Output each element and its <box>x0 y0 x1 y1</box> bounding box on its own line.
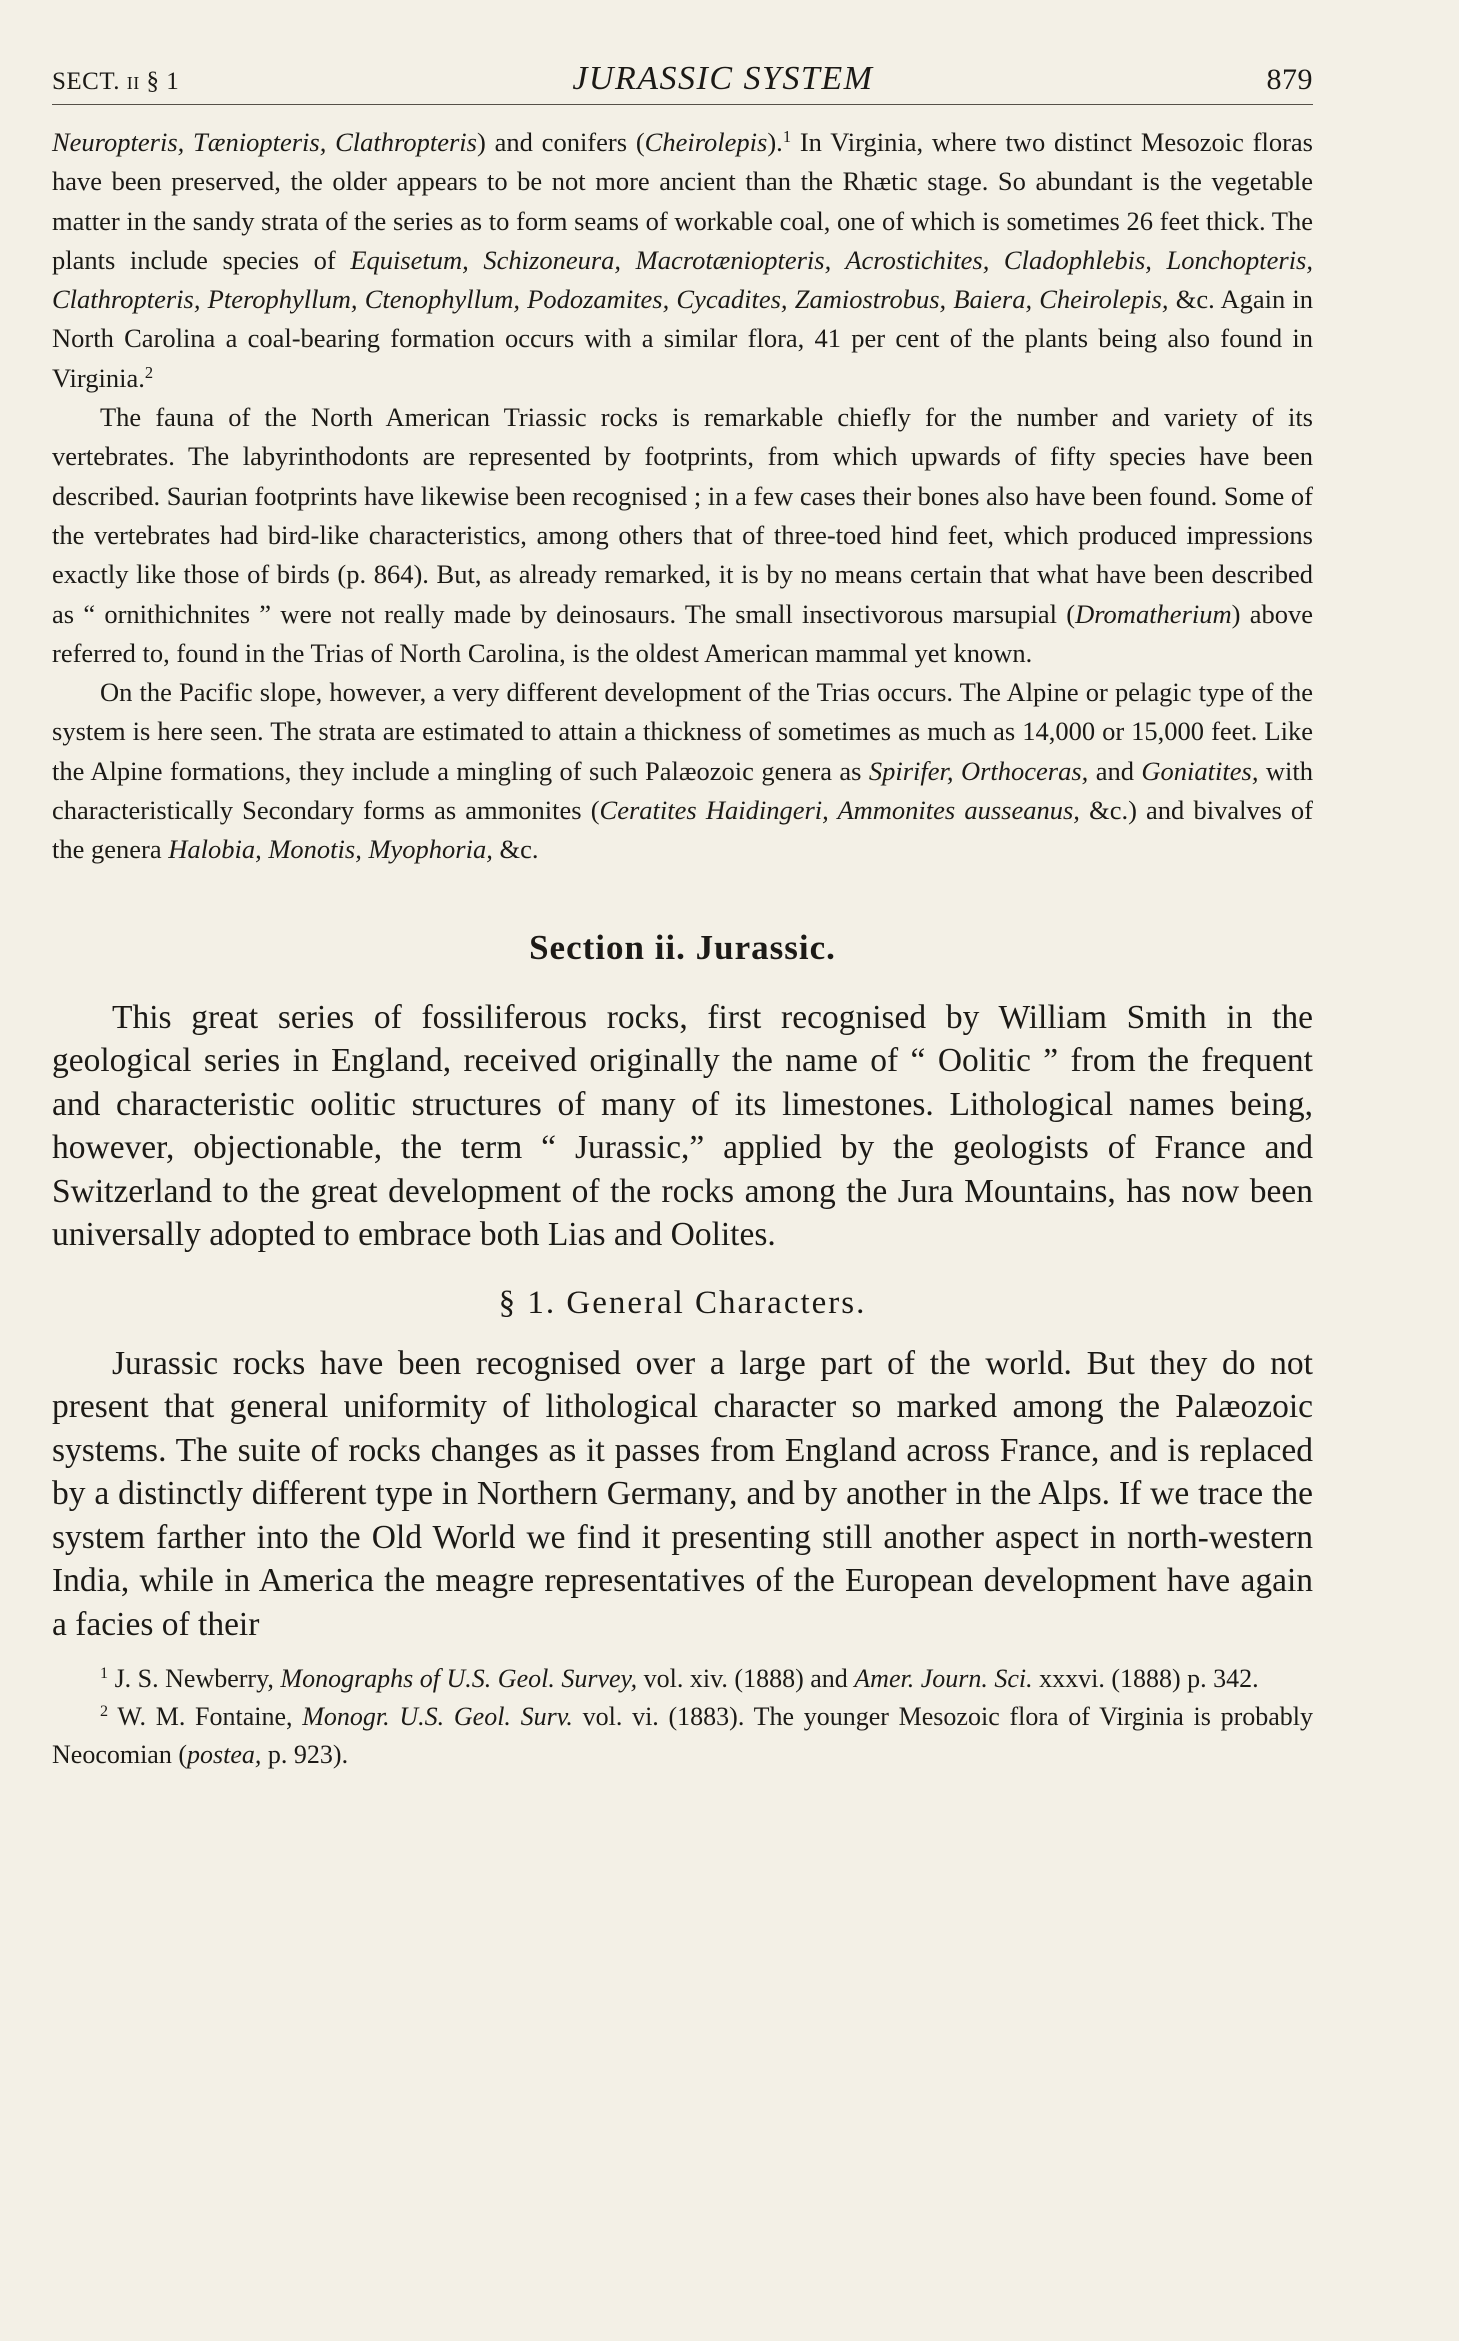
genus-names: Equisetum, Schizoneura, Macrotæniopteris, Acrostichites, Cladophlebis, Lonchopteris, Clathropteris, Pterophyllum, Ctenophyllum, Podozamites, Cycadites, Zamiostrobus, Baiera, Cheirolepis, <box>52 244 1313 315</box>
footnote-2: $^2$ W. M. Fontaine, Monogr. U.S. Geol. Surv. vol. vi. (1883). The younger Mesozoic flora of Virginia is probably Neocomian (postea, p. 923). <box>52 1702 1314 1770</box>
running-title: JURASSIC SYSTEM <box>572 60 874 97</box>
footnotes <box>52 1660 1313 1774</box>
genus-names: Goniatites, <box>1141 755 1259 786</box>
paragraph-intro: This great series of fossiliferous rocks, first recognised by William Smith in the geological series in England, received originally the name of “ Oolitic ” from the frequent and characteristic oolitic structures of many of its limestones. Lithological names being, however, objectionable, the term “ Jurassic,” applied by the geologists of France and Switzerland to the great development of the rocks among the Jura Mountains, has now been universally adopted to embrace both Lias and Oolites. <box>52 998 1313 1254</box>
footnote-1: $^1$ J. S. Newberry, Monographs of U.S. Geol. Survey, vol. xiv. (1888) and Amer. Journ. Sci. xxxvi. (1888) p. 342. <box>100 1664 1259 1694</box>
footnote-mark: 2 <box>100 1703 109 1721</box>
general-characters <box>52 1342 1313 1647</box>
triassic-continuation <box>52 123 1313 870</box>
genus-names: Neuropteris, Tæniopteris, Clathropteris <box>52 127 477 157</box>
genus-names: Cheirolepis <box>644 127 768 157</box>
page-number: 879 <box>1266 63 1313 96</box>
paragraph-virginia-flora: Neuropteris, Tæniopteris, Clathropteris) and conifers (Cheirolepis).$^1$ In Virginia, where two distinct Mesozoic floras have been preserved, the older appears to be not more ancient than the Rhætic stage. So abundant is the vegetable matter in the sandy strata of the series as to form seams of workable coal, one of which is sometimes 26 feet thick. The plants include species of Equisetum, Schizoneura, Macrotæniopteris, Acrostichites, Cladophlebis, Lonchopteris, Clathropteris, Pterophyllum, Ctenophyllum, Podozamites, Cycadites, Zamiostrobus, Baiera, Cheirolepis, &c. Again in North Carolina a coal-bearing formation occurs with a similar flora, 41 per cent of the plants being also found in Virginia.$^2$ <box>52 126 1313 393</box>
jurassic-intro <box>52 996 1313 1257</box>
paragraph-general-characters: Jurassic rocks have been recognised over a large part of the world. But they do not present that general uniformity of lithological character so marked among the Palæozoic systems. The suite of rocks changes as it passes from England across France, and is replaced by a distinctly different type in Northern Germany, and by another in the Alps. If we trace the system farther into the Old World we find it presenting still another aspect in north-western India, while in America the meagre representatives of the European development have again a facies of their <box>52 1344 1313 1643</box>
section-heading: Section ii. Jurassic. <box>529 927 836 967</box>
footnote-ref: 2 <box>144 362 154 382</box>
genus-names: Halobia, Monotis, Myophoria, <box>168 834 493 865</box>
section-reference: SECT. ii § 1 <box>52 68 180 95</box>
genus-names: Spirifer, Orthoceras, <box>868 755 1089 786</box>
subsection-heading: § 1. General Characters. <box>498 1284 867 1321</box>
genus-names: Dromatherium <box>1075 598 1232 629</box>
footnote-ref: 1 <box>782 126 792 146</box>
paragraph-pacific-slope: On the Pacific slope, however, a very different development of the Trias occurs. The Alpine or pelagic type of the system is here seen. The strata are estimated to attain a thickness of sometimes as much as 14,000 or 15,000 feet. Like the Alpine formations, they include a mingling of such Palæozoic genera as Spirifer, Orthoceras, and Goniatites, with characteristically Secondary forms as ammonites (Ceratites Haidingeri, Ammonites ausseanus, &c.) and bivalves of the genera Halobia, Monotis, Myophoria, &c. <box>52 677 1313 865</box>
genus-names: Ceratites Haidingeri, Ammonites ausseanus, <box>599 795 1080 826</box>
footnote-mark: 1 <box>100 1665 109 1683</box>
paragraph-fauna: The fauna of the North American Triassic rocks is remarkable chiefly for the number and variety of its vertebrates. The labyrinthodonts are represented by footprints, from which upwards of fifty species have been described. Saurian footprints have likewise been recognised ; in a few cases their bones also have been found. Some of the vertebrates had bird-like characteristics, among others that of three-toed hind feet, which produced impressions exactly like those of birds (p. 864). But, as already remarked, it is by no means certain that what have been described as “ ornithichnites ” were not really made by deinosaurs. The small insectivorous marsupial (Dromatherium) above referred to, found in the Trias of North Carolina, is the oldest American mammal yet known. <box>52 402 1313 668</box>
running-header <box>52 60 1313 105</box>
